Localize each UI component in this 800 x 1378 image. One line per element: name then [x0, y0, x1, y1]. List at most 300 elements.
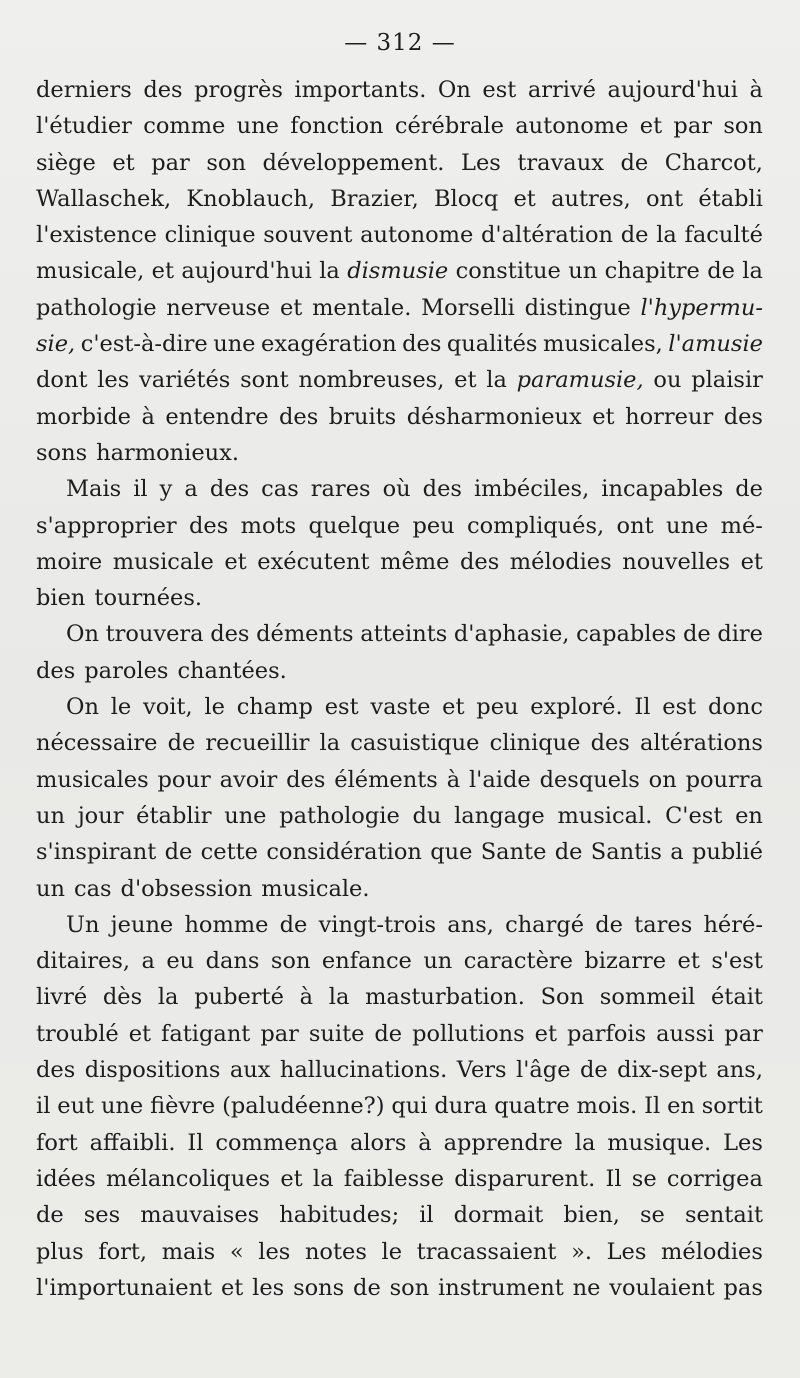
text-line [36, 943, 763, 979]
word: sommeil [599, 984, 696, 1011]
word: tournées. [94, 585, 203, 612]
word: trouvera [105, 621, 204, 648]
word: du [412, 802, 442, 829]
word: mentale. [312, 294, 412, 321]
word: et [220, 1274, 244, 1301]
word: bien, [563, 1202, 620, 1229]
word: de [554, 839, 583, 866]
word: la [157, 984, 179, 1011]
word: musical. [557, 802, 653, 829]
word: On [66, 694, 99, 721]
word: une [665, 512, 709, 539]
word: en [735, 802, 763, 829]
word: dont [36, 367, 88, 394]
word: puberté [194, 984, 284, 1011]
word: des [279, 403, 319, 430]
word: Les [723, 1129, 763, 1156]
word: quelque [308, 512, 401, 539]
word: paroles [84, 657, 169, 684]
word: variétés [139, 367, 231, 394]
word: musicale [112, 548, 214, 575]
text-line [36, 72, 763, 108]
word: un [568, 258, 598, 285]
word: de [620, 149, 649, 176]
word: par [724, 1020, 763, 1047]
word: ou [653, 367, 682, 394]
word: des [36, 1057, 76, 1084]
word: horreur [625, 403, 714, 430]
word: moire [36, 548, 103, 575]
word: fatigant [161, 1020, 251, 1047]
word: travaux [517, 149, 604, 176]
word: qui [391, 1093, 428, 1120]
word: musicale. [261, 875, 370, 902]
word: et [279, 294, 303, 321]
word: plus [36, 1238, 84, 1265]
word: aujourd'hui [181, 258, 312, 285]
word: Mais [66, 476, 122, 503]
text-line [36, 580, 763, 616]
word: comme [143, 113, 226, 140]
word: siège [36, 149, 96, 176]
word: était [710, 984, 763, 1011]
text-line [36, 1270, 763, 1306]
word: progrès [194, 77, 283, 103]
word: pollutions [412, 1020, 525, 1047]
word: enfance [321, 948, 412, 975]
word: sont [240, 367, 289, 394]
word: qualités [446, 331, 538, 358]
word: se [640, 1202, 665, 1229]
word: la [574, 1129, 596, 1156]
word: (paludéenne?) [222, 1093, 385, 1120]
word: compliqués, [467, 512, 605, 539]
word: rares [310, 476, 371, 503]
word: une [224, 802, 267, 829]
word: nombreuses, [298, 367, 445, 394]
word: Un [66, 911, 100, 938]
word: jeune [110, 911, 174, 938]
text-line [36, 253, 763, 289]
word: des [36, 657, 76, 684]
word: établir [136, 802, 212, 829]
word: se [631, 1165, 657, 1192]
word: On [437, 77, 471, 103]
word: des [189, 512, 229, 539]
word: troublé [36, 1020, 119, 1047]
word: exploré. [530, 694, 623, 721]
text-line [36, 145, 763, 181]
word: disparurent. [454, 1165, 596, 1192]
word: ses [83, 1202, 121, 1229]
text-line [36, 834, 763, 870]
word: à [446, 766, 461, 793]
word: C'est [665, 802, 723, 829]
text-line [36, 1197, 763, 1233]
word: dura [434, 1093, 488, 1120]
word: dix-sept [617, 1057, 707, 1084]
body-text [36, 72, 763, 1306]
page-number: — 312 — [344, 30, 456, 56]
word: il [419, 1202, 434, 1229]
word: musique. [607, 1129, 712, 1156]
word: a [670, 839, 684, 866]
text-line [36, 508, 763, 544]
word: même [380, 548, 450, 575]
text-line [36, 399, 763, 435]
word: héré- [703, 911, 763, 938]
word: de [707, 258, 735, 285]
word: sons [293, 1274, 345, 1301]
word: de [353, 1274, 381, 1301]
word: et [740, 548, 763, 575]
word: alors [349, 1129, 407, 1156]
word: de [164, 839, 193, 866]
word: casuistique [350, 730, 480, 757]
word: un [36, 875, 65, 902]
word: de [579, 1057, 608, 1084]
text-line [36, 979, 763, 1015]
word: imbéciles, [473, 476, 590, 503]
word: le [204, 694, 225, 721]
text-line [36, 762, 763, 798]
word: fièvre [150, 1093, 216, 1120]
word: ont [646, 185, 684, 212]
word: avoir [219, 766, 278, 793]
word: l'existence [36, 222, 157, 249]
word: a [184, 476, 198, 503]
word: clinique [164, 222, 256, 249]
word: Wallaschek, [36, 185, 172, 212]
word: et [677, 948, 700, 975]
word: morbide [36, 403, 131, 430]
word: son [723, 113, 763, 140]
word: l'hypermu- [640, 294, 763, 321]
word: de [167, 730, 196, 757]
word: de [735, 476, 763, 503]
word: atteints [360, 621, 448, 648]
word: bien [36, 585, 86, 612]
word: champ [236, 694, 313, 721]
word: autonome [360, 222, 474, 249]
word: un [423, 948, 453, 975]
text-line [36, 798, 763, 834]
word: Charcot, [664, 149, 763, 176]
word: à [749, 77, 763, 103]
word: hallucinations. [279, 1057, 448, 1084]
word: ne [572, 1274, 601, 1301]
word: publié [691, 839, 763, 866]
text-line [36, 689, 763, 725]
word: « [229, 1238, 244, 1265]
word: et [513, 185, 536, 212]
word: ditaires, [36, 948, 131, 975]
word: par [151, 149, 190, 176]
word: de [620, 222, 649, 249]
word: suite [308, 1020, 365, 1047]
word: incapables [601, 476, 724, 503]
word: caractère [463, 948, 573, 975]
word: le [110, 694, 132, 721]
word: Blocq [433, 185, 499, 212]
word: vingt-trois [318, 911, 437, 938]
word: parfois [566, 1020, 647, 1047]
text-line [36, 907, 763, 943]
word: vaste [370, 694, 431, 721]
word: Morselli [421, 294, 515, 321]
word: s'inspirant [36, 839, 157, 866]
word: cas [73, 875, 112, 902]
word: clinique [489, 730, 581, 757]
text-line [36, 1052, 763, 1088]
word: une [100, 1093, 144, 1120]
word: aussi [656, 1020, 715, 1047]
word: son [206, 149, 246, 176]
word: par [260, 1020, 299, 1047]
text-line [36, 217, 763, 253]
word: nouvelles [622, 548, 731, 575]
word: harmonieux. [96, 439, 240, 466]
word: arrivé [527, 77, 596, 103]
word: constitue [455, 258, 561, 285]
word: mais [161, 1238, 216, 1265]
word: fort, [98, 1238, 148, 1265]
word: musicales [36, 766, 149, 793]
word: fort [36, 1129, 78, 1156]
word: mélancoliques [106, 1165, 271, 1192]
text-line [36, 1088, 763, 1124]
word: son [270, 948, 311, 975]
word: il [36, 1093, 51, 1120]
word: l'amusie [668, 331, 763, 358]
word: la [319, 258, 340, 285]
word: sentait [684, 1202, 763, 1229]
word: distingue [524, 294, 631, 321]
word: dismusie [347, 258, 449, 285]
word: la [328, 984, 350, 1011]
word: habitudes; [279, 1202, 400, 1229]
word: établi [698, 185, 763, 212]
word: la [312, 1165, 334, 1192]
word: et [128, 1020, 152, 1047]
word: un [36, 802, 65, 829]
word: le [381, 1238, 403, 1265]
word: des [422, 476, 462, 503]
word: capables [576, 621, 677, 648]
word: importants. [294, 77, 427, 103]
word: c'est-à-dire [80, 331, 208, 358]
word: on [648, 766, 677, 793]
word: des [286, 766, 326, 793]
word: derniers [36, 77, 132, 103]
word: dans [205, 948, 260, 975]
word: les [97, 367, 130, 394]
word: exagération [261, 331, 397, 358]
word: pathologie [36, 294, 157, 321]
word: pourra [685, 766, 763, 793]
word: la [319, 730, 341, 757]
word: éléments [334, 766, 438, 793]
word: chargé [505, 911, 585, 938]
word: à [299, 984, 314, 1011]
word: souvent [263, 222, 353, 249]
word: eut [57, 1093, 95, 1120]
text-line [36, 108, 763, 144]
word: les [252, 1274, 285, 1301]
word: et [592, 403, 615, 430]
word: et [534, 1020, 558, 1047]
word: en [667, 1093, 695, 1120]
word: exécutent [257, 548, 370, 575]
word: des [590, 730, 630, 757]
word: l'âge [516, 1057, 571, 1084]
word: d'obsession [120, 875, 253, 902]
word: développement. [262, 149, 445, 176]
word: voit, [142, 694, 193, 721]
word: corrigea [666, 1165, 763, 1192]
word: à [141, 403, 155, 430]
word: est [662, 694, 697, 721]
word: musicales, [542, 331, 663, 358]
word: desquels [539, 766, 640, 793]
word: des [143, 77, 183, 103]
word: désharmonieux [406, 403, 582, 430]
text-line [36, 871, 763, 907]
word: et [442, 694, 465, 721]
word: ans, [447, 911, 494, 938]
text-line [36, 435, 763, 471]
word: une [236, 113, 279, 140]
word: mélodies [509, 548, 612, 575]
word: Les [461, 149, 501, 176]
word: entendre [165, 403, 269, 430]
word: la [486, 367, 507, 394]
word: quatre [494, 1093, 570, 1120]
word: notes [304, 1238, 367, 1265]
text-line [36, 1234, 763, 1270]
word: une [213, 331, 256, 358]
word: nécessaire [36, 730, 158, 757]
word: l'étudier [36, 113, 132, 140]
word: paramusie, [516, 367, 644, 394]
text-line [36, 290, 763, 326]
word: Knoblauch, [186, 185, 315, 212]
word: sortit [701, 1093, 763, 1120]
word: de [374, 1020, 403, 1047]
word: à [418, 1129, 432, 1156]
word: jour [77, 802, 124, 829]
word: par [673, 113, 712, 140]
word: voulaient [609, 1274, 715, 1301]
word: chantées. [177, 657, 287, 684]
word: apprendre [443, 1129, 563, 1156]
word: cette [200, 839, 258, 866]
word: nerveuse [166, 294, 271, 321]
word: et [112, 149, 135, 176]
text-line [36, 653, 763, 689]
word: mélodies [661, 1238, 763, 1265]
word: Il [634, 694, 651, 721]
word: mois. [576, 1093, 638, 1120]
word: la [742, 258, 763, 285]
word: Son [540, 984, 585, 1011]
word: peu [476, 694, 519, 721]
word: dès [102, 984, 143, 1011]
word: Il [644, 1093, 661, 1120]
word: autonome [515, 113, 629, 140]
word: On [66, 621, 99, 648]
word: s'approprier [36, 512, 177, 539]
word: de [682, 621, 711, 648]
text-line [36, 1125, 763, 1161]
word: y [159, 476, 173, 503]
word: aux [229, 1057, 271, 1084]
word: altérations [639, 730, 763, 757]
word: livré [36, 984, 88, 1011]
word: de [595, 911, 623, 938]
word: des [459, 548, 500, 575]
word: et [224, 548, 247, 575]
word: instrument [438, 1274, 564, 1301]
word: commença [215, 1129, 339, 1156]
word: fonction [290, 113, 384, 140]
word: plaisir [691, 367, 763, 394]
text-line [36, 362, 763, 398]
word: donc [707, 694, 763, 721]
text-line [36, 544, 763, 580]
word: considération [266, 839, 422, 866]
word: et [639, 113, 663, 140]
word: et [151, 258, 174, 285]
text-line [36, 725, 763, 761]
word: sons [36, 439, 88, 466]
word: cérébrale [394, 113, 504, 140]
word: idées [36, 1165, 96, 1192]
word: musicale, [36, 258, 145, 285]
word: tracassaient [416, 1238, 557, 1265]
word: l'importunaient [36, 1274, 213, 1301]
word: aujourd'hui [607, 77, 738, 103]
word: d'altération [481, 222, 614, 249]
word: mots [240, 512, 297, 539]
word: est [482, 77, 517, 103]
word: et [280, 1165, 303, 1192]
word: recueillir [205, 730, 310, 757]
word: peu [412, 512, 455, 539]
word: Sante [480, 839, 547, 866]
word: de [36, 1202, 64, 1229]
text-line [36, 471, 763, 507]
word: pathologie [279, 802, 400, 829]
word: a [141, 948, 155, 975]
word: mé- [720, 512, 763, 539]
word: ans, [716, 1057, 763, 1084]
word: et [454, 367, 477, 394]
word: chapitre [604, 258, 700, 285]
word: les [258, 1238, 291, 1265]
word: la [656, 222, 677, 249]
word: ». [571, 1238, 592, 1265]
word: Il [187, 1129, 204, 1156]
word: l'aide [468, 766, 531, 793]
word: affaibli. [89, 1129, 176, 1156]
word: autres, [551, 185, 631, 212]
word: sie, [36, 331, 76, 358]
word: Brazier, [330, 185, 419, 212]
text-line [36, 1161, 763, 1197]
word: tares [634, 911, 693, 938]
text-line [36, 616, 763, 652]
